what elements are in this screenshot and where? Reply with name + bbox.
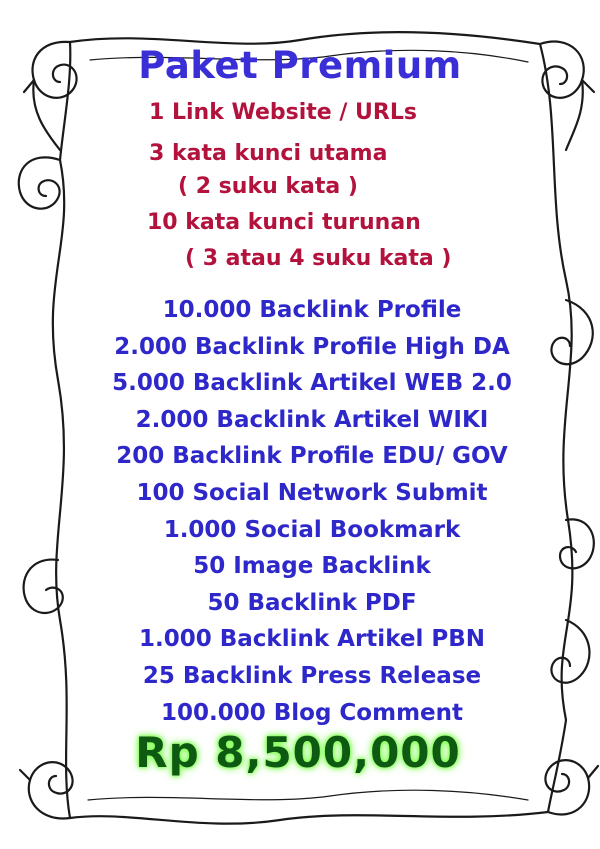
feature-item: 50 Image Backlink	[193, 553, 431, 580]
package-title: Paket Premium	[138, 44, 462, 87]
detail-website-urls: 1 Link Website / URLs	[149, 100, 417, 125]
feature-item: 50 Backlink PDF	[207, 589, 417, 616]
feature-item: 100 Social Network Submit	[136, 479, 488, 506]
feature-item: 200 Backlink Profile EDU/ GOV	[116, 443, 508, 470]
package-price: Rp 8,500,000	[135, 728, 461, 777]
feature-item: 5.000 Backlink Artikel WEB 2.0	[112, 370, 512, 397]
feature-item: 10.000 Backlink Profile	[162, 297, 462, 323]
feature-item: 2.000 Backlink Profile High DA	[114, 333, 510, 360]
feature-item: 1.000 Social Bookmark	[163, 516, 461, 543]
detail-main-keywords-syllables: ( 2 suku kata )	[178, 174, 358, 199]
feature-item: 100.000 Blog Comment	[160, 699, 464, 726]
detail-derived-keywords: 10 kata kunci turunan	[147, 210, 421, 235]
feature-item: 1.000 Backlink Artikel PBN	[138, 626, 485, 653]
feature-item: 2.000 Backlink Artikel WIKI	[135, 406, 489, 433]
detail-main-keywords: 3 kata kunci utama	[149, 141, 388, 166]
detail-derived-keywords-syllables: ( 3 atau 4 suku kata )	[185, 246, 452, 271]
feature-list	[0, 292, 600, 731]
feature-item: 25 Backlink Press Release	[142, 662, 482, 689]
